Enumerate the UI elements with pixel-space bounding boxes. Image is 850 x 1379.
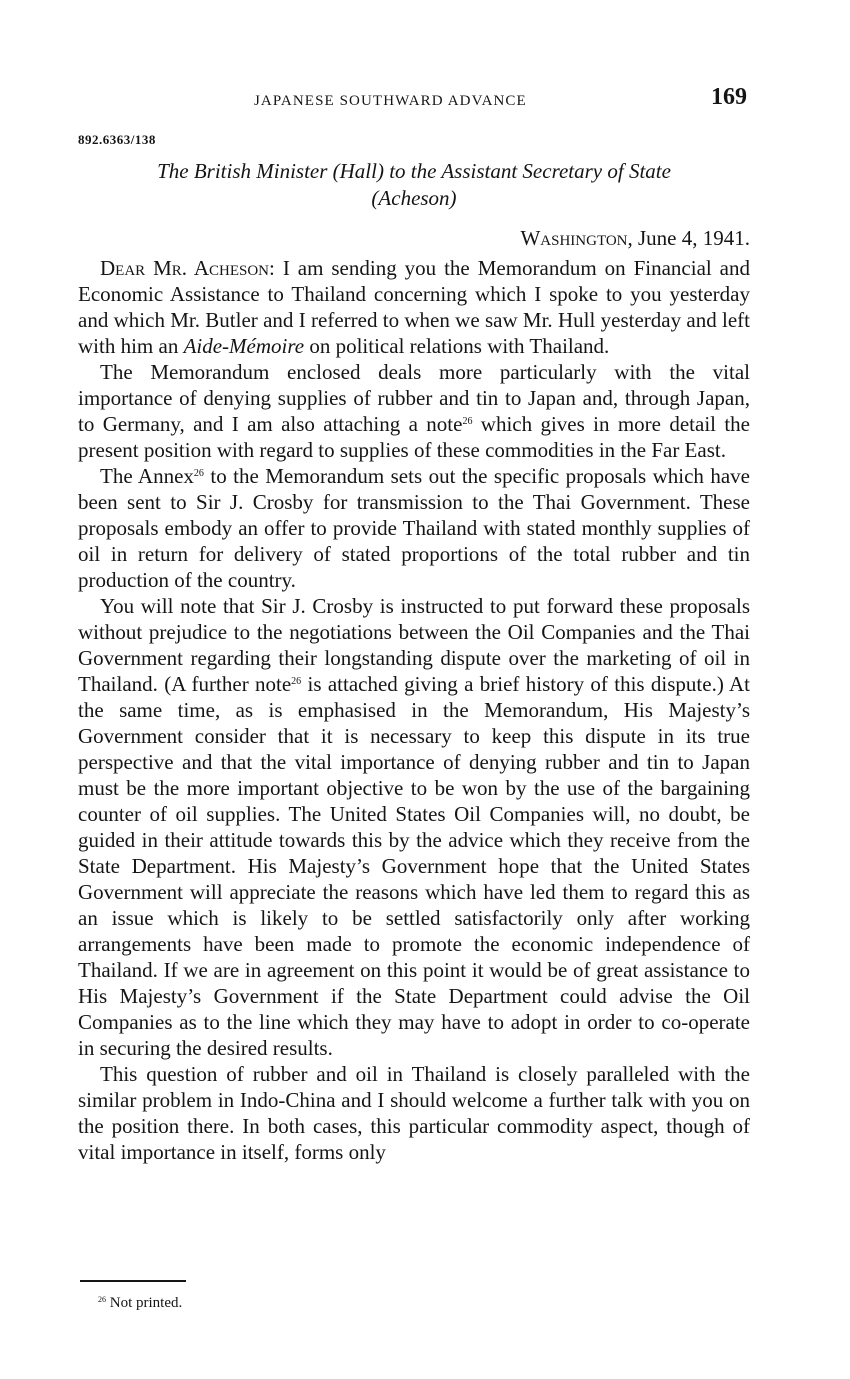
paragraph-3-text-a: The Annex xyxy=(100,464,194,488)
paragraph-5: This question of rubber and oil in Thailand is closely paralleled with the similar problem in Indo-China and I should welcome a further talk with you on the position there. In both cases, this particular commodity aspect, though of vital importance in itself, forms only xyxy=(78,1062,750,1164)
paragraph-4-text-a: You will note that Sir J. Crosby is instructed to put forward these proposals without prejudice to the negotiations between the Oil Companies and the Thai Government regarding their longstanding dispute over the marketing of oil in Thailand. (A further note xyxy=(78,594,750,696)
paragraph-1-italic: Aide-Mémoire xyxy=(183,334,305,358)
footnote-ref: 26 xyxy=(462,416,473,427)
page-header xyxy=(78,84,750,118)
document-title xyxy=(78,158,750,212)
paragraph-4 xyxy=(78,593,750,1061)
footnote xyxy=(98,1295,182,1312)
paragraph-1 xyxy=(78,255,750,359)
document-title-line-1: The British Minister (Hall) to the Assistant Secretary of State xyxy=(157,159,671,183)
letter-body xyxy=(78,255,750,1165)
salutation: Dear Mr. Acheson: xyxy=(100,256,275,280)
footnote-divider xyxy=(80,1280,186,1282)
running-head: JAPANESE SOUTHWARD ADVANCE xyxy=(254,93,527,109)
paragraph-3-text-b: to the Memorandum sets out the specific proposals which have been sent to Sir J. Crosby for transmission to the Thai Government. These proposals embody an offer to provide Thailand with stated monthly supplies of oil in return for delivery of stated proportions of the total rubber and tin production of the country. xyxy=(78,464,750,592)
paragraph-1-text-b: on political relations with Thailand. xyxy=(304,334,610,358)
footnote-ref: 26 xyxy=(193,468,204,479)
dateline xyxy=(520,226,750,251)
paragraph-2-text-b: which gives in more detail the present position with regard to supplies of these commodities in the Far East. xyxy=(78,412,750,462)
paragraph-2-text-a: The Memorandum enclosed deals more particularly with the vital importance of denying supplies of rubber and tin to Japan and, through Japan, to Germany, and I am also attaching a note xyxy=(78,360,750,436)
dateline-place: Washington, xyxy=(520,226,633,250)
footnote-marker: 26 xyxy=(98,1295,106,1304)
footnote-text: Not printed. xyxy=(109,1295,183,1311)
paragraph-2 xyxy=(78,359,750,463)
paragraph-3 xyxy=(78,463,750,593)
paragraph-1-text-a: I am sending you the Memorandum on Financial and Economic Assistance to Thailand concerning which I spoke to you yesterday and which Mr. Butler and I referred to when we saw Mr. Hull yesterday and left with him an xyxy=(78,256,750,358)
footnote-ref: 26 xyxy=(291,676,302,687)
document-file-number: 892.6363/138 xyxy=(78,132,156,147)
paragraph-4-text-b: is attached giving a brief history of this dispute.) At the same time, as is emphasised in the Memorandum, His Majesty’s Government consider that it is necessary to keep this dispute in its true perspective and that the vital importance of denying rubber and tin to Japan must be the more important objective to be won by the use of the bargaining counter of oil supplies. The United States Oil Companies will, no doubt, be guided in their attitude towards this by the advice which they receive from the State Department. His Majesty’s Government hope that the United States Government will appreciate the reasons which have led them to regard this as an issue which is likely to be settled satisfactorily only after working arrangements have been made to promote the economic independence of Thailand. If we are in agreement on this point it would be of great assistance to His Majesty’s Government if the State Department could advise the Oil Companies as to the line which they may have to adopt in order to co-operate in securing the desired results. xyxy=(78,672,750,1060)
document-title-line-2: (Acheson) xyxy=(371,186,457,210)
page-number: 169 xyxy=(711,84,747,110)
dateline-date: June 4, 1941. xyxy=(638,226,750,250)
